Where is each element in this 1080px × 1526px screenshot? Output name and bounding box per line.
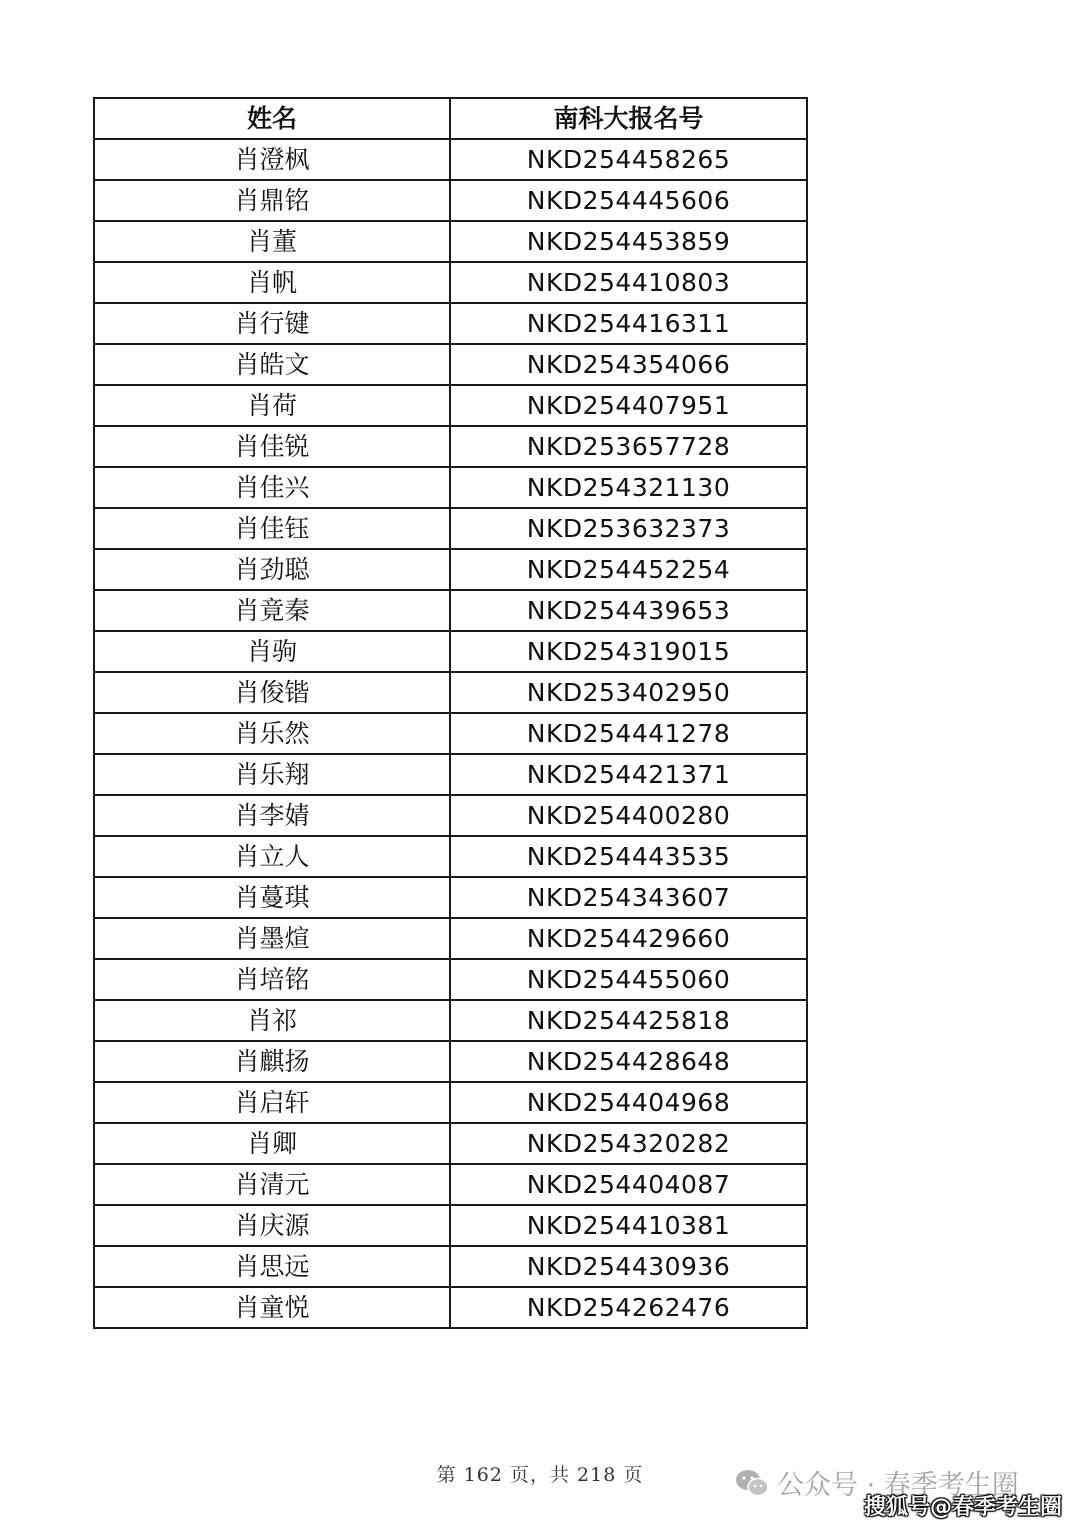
table-row (94, 221, 807, 262)
registration-id-cell: NKD254453859 (450, 221, 807, 262)
student-name-cell: 肖乐翔 (94, 754, 450, 795)
registration-id-cell: NKD254321130 (450, 467, 807, 508)
registration-id-cell: NKD254404087 (450, 1164, 807, 1205)
table-row (94, 836, 807, 877)
student-name-cell: 肖帆 (94, 262, 450, 303)
table-row (94, 877, 807, 918)
student-name-cell: 肖荷 (94, 385, 450, 426)
student-name-cell: 肖清元 (94, 1164, 450, 1205)
student-name-cell: 肖行键 (94, 303, 450, 344)
registration-id-cell: NKD254445606 (450, 180, 807, 221)
registration-id-cell: NKD254354066 (450, 344, 807, 385)
table-row (94, 918, 807, 959)
wechat-icon (735, 1468, 769, 1498)
registration-id-cell: NKD254421371 (450, 754, 807, 795)
student-name-cell: 肖李婧 (94, 795, 450, 836)
header-registration-id: 南科大报名号 (450, 98, 807, 139)
table-row (94, 1123, 807, 1164)
registration-id-cell: NKD254262476 (450, 1287, 807, 1328)
registration-id-cell: NKD254410381 (450, 1205, 807, 1246)
table-row (94, 180, 807, 221)
table-row (94, 672, 807, 713)
registration-id-cell: NKD253402950 (450, 672, 807, 713)
registration-id-cell: NKD254404968 (450, 1082, 807, 1123)
registration-id-cell: NKD253632373 (450, 508, 807, 549)
registration-id-cell: NKD254439653 (450, 590, 807, 631)
wechat-watermark-text: 公众号 · 春季考生圈 (777, 1470, 1019, 1501)
registration-id-cell: NKD254400280 (450, 795, 807, 836)
table-row (94, 1246, 807, 1287)
student-name-cell: 肖澄枫 (94, 139, 450, 180)
table-row (94, 385, 807, 426)
registration-id-cell: NKD253657728 (450, 426, 807, 467)
registration-id-cell: NKD254458265 (450, 139, 807, 180)
registration-id-cell: NKD254343607 (450, 877, 807, 918)
registration-id-cell: NKD254443535 (450, 836, 807, 877)
student-name-cell: 肖鼎铭 (94, 180, 450, 221)
registration-id-cell: NKD254410803 (450, 262, 807, 303)
header-name: 姓名 (94, 98, 450, 139)
student-name-cell: 肖培铭 (94, 959, 450, 1000)
table-row (94, 959, 807, 1000)
registration-id-cell: NKD254428648 (450, 1041, 807, 1082)
registration-id-cell: NKD254452254 (450, 549, 807, 590)
student-name-cell: 肖佳兴 (94, 467, 450, 508)
student-name-cell: 肖童悦 (94, 1287, 450, 1328)
table-body (94, 139, 807, 1328)
table-row (94, 344, 807, 385)
table-row (94, 1287, 807, 1328)
registration-id-cell: NKD254455060 (450, 959, 807, 1000)
table-row (94, 631, 807, 672)
student-name-cell: 肖劲聪 (94, 549, 450, 590)
table-row (94, 508, 807, 549)
student-name-cell: 肖驹 (94, 631, 450, 672)
student-name-cell: 肖俊锴 (94, 672, 450, 713)
table-row (94, 303, 807, 344)
table-row (94, 795, 807, 836)
page-number: 第 162 页，共 218 页 (436, 1464, 644, 1486)
student-name-cell: 肖蔓琪 (94, 877, 450, 918)
student-name-cell: 肖乐然 (94, 713, 450, 754)
table-row (94, 1041, 807, 1082)
student-name-cell: 肖佳锐 (94, 426, 450, 467)
student-name-cell: 肖立人 (94, 836, 450, 877)
registration-id-cell: NKD254430936 (450, 1246, 807, 1287)
sohu-watermark: 搜狐号@春季考生圈 (864, 1495, 1063, 1520)
student-name-cell: 肖竟秦 (94, 590, 450, 631)
table-row (94, 1205, 807, 1246)
table-header-row (94, 98, 807, 139)
student-name-cell: 肖庆源 (94, 1205, 450, 1246)
registration-id-cell: NKD254441278 (450, 713, 807, 754)
table-row (94, 1082, 807, 1123)
table-row (94, 1164, 807, 1205)
table-row (94, 1000, 807, 1041)
registration-id-cell: NKD254429660 (450, 918, 807, 959)
table-row (94, 426, 807, 467)
student-name-cell: 肖卿 (94, 1123, 450, 1164)
table-row (94, 139, 807, 180)
table-row (94, 467, 807, 508)
student-name-cell: 肖佳钰 (94, 508, 450, 549)
student-name-cell: 肖思远 (94, 1246, 450, 1287)
roster-table (93, 97, 808, 1329)
registration-id-cell: NKD254416311 (450, 303, 807, 344)
student-name-cell: 肖麒扬 (94, 1041, 450, 1082)
registration-id-cell: NKD254407951 (450, 385, 807, 426)
table-row (94, 590, 807, 631)
table-row (94, 713, 807, 754)
registration-id-cell: NKD254320282 (450, 1123, 807, 1164)
registration-id-cell: NKD254425818 (450, 1000, 807, 1041)
table-row (94, 754, 807, 795)
student-name-cell: 肖启轩 (94, 1082, 450, 1123)
student-name-cell: 肖董 (94, 221, 450, 262)
student-name-cell: 肖祁 (94, 1000, 450, 1041)
student-name-cell: 肖皓文 (94, 344, 450, 385)
table-row (94, 549, 807, 590)
student-name-cell: 肖墨煊 (94, 918, 450, 959)
table-row (94, 262, 807, 303)
registration-id-cell: NKD254319015 (450, 631, 807, 672)
